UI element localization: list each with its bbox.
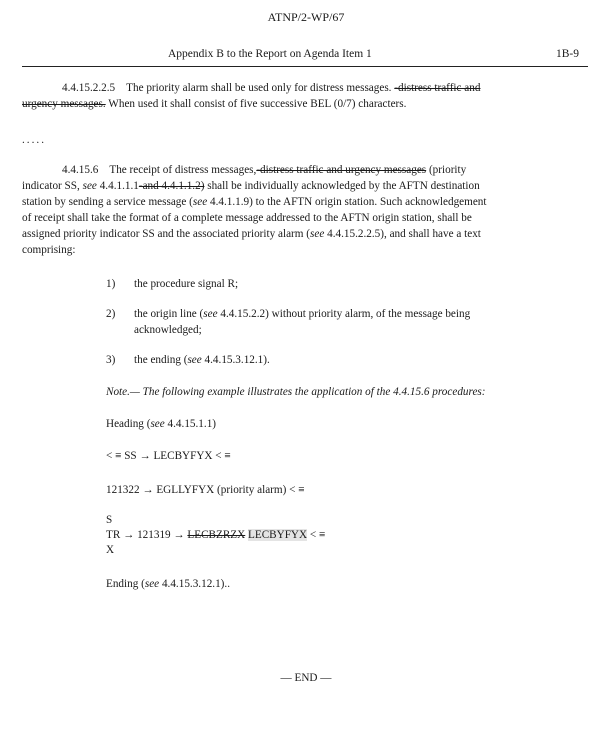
list-item-number: 2) [106,308,116,320]
para2-line5-text-cont: 4.4.15.2.2.5), and shall have a text [327,228,481,240]
example-tr-end: < ≡ [309,529,326,541]
example-heading [106,416,216,432]
para-4-4-15-2-2-5-line1 [62,80,480,96]
para-4-4-15-6-line4: of receipt shall take the format of a complete message addressed to the AFTN origin station, shall be [22,212,472,224]
para2-line2-ref: 4.4.1.1.1 [99,180,139,192]
example-heading-ref: 4.4.15.1.1) [167,418,217,430]
appendix-title: Appendix B to the Report on Agenda Item 1 [168,48,372,60]
para1-number: 4.4.15.2.2.5 [62,82,116,94]
example-ending-text: Ending ( [106,578,145,590]
page-number: 1B-9 [556,48,579,60]
note: Note.— The following example illustrates the application of the 4.4.15.6 procedures: [106,386,486,398]
ellipsis: ..... [22,134,46,146]
para-4-4-15-6-line2 [22,178,480,194]
para2-number: 4.4.15.6 [62,164,99,176]
para2-line5-see: see [310,228,325,240]
para-4-4-15-6-line3 [22,194,487,210]
para2-line2-text: indicator SS, [22,180,80,192]
example-heading-see: see [150,418,165,430]
para2-text: The receipt of distress messages, [109,164,257,176]
para2-line2-deleted: -and 4.4.1.1.2) [138,180,205,192]
list-item-text [134,352,270,368]
example-tr-line [106,527,325,543]
end-marker: — END — [280,672,332,684]
list-item-2-text-cont: 4.4.15.2.2) without priority alarm, of the message being [220,308,471,320]
list-item-text [134,306,470,322]
example-line-1: < ≡ SS → LECBYFYX < ≡ [106,450,231,462]
header-rule [22,66,588,67]
para2-text-cont: (priority [428,164,467,176]
para2-line3-text-cont: 4.4.1.1.9) to the AFTN origin station. Such acknowledgement [209,196,487,208]
para-4-4-15-6-line5 [22,226,481,242]
example-ending [106,576,230,592]
example-x-char: X [106,544,115,556]
example-heading-text: Heading ( [106,418,151,430]
para-4-4-15-2-2-5-line2 [22,96,406,112]
list-item-3-text: the ending ( [134,354,188,366]
example-s-char: S [106,514,113,526]
para1-deleted-text-cont: urgency messages. [22,98,106,110]
para2-line3-see: see [192,196,208,208]
list-item-text-cont: acknowledged; [134,324,202,336]
para2-deleted-text: -distress traffic and urgency messages [256,164,427,176]
list-item-2-text: the origin line ( [134,308,204,320]
example-tr-text: TR → 121319 → [106,529,185,541]
para1-text-cont: When used it shall consist of five successive BEL (0/7) characters. [108,98,407,110]
para1-text: The priority alarm shall be used only for distress messages. [126,82,392,94]
list-item-text: the procedure signal R; [134,278,239,290]
example-ending-see: see [144,578,160,590]
para-4-4-15-6-line6: comprising: [22,244,76,256]
para2-line2-see: see [82,180,97,192]
para2-line5-text: assigned priority indicator SS and the associated priority alarm ( [22,228,311,240]
example-ending-ref: 4.4.15.3.12.1).. [161,578,230,590]
para-4-4-15-6-line1 [62,162,466,178]
example-line-2: 121322 → EGLLYFYX (priority alarm) < ≡ [106,484,305,496]
list-item-2-see: see [203,308,218,320]
list-item-3-text-cont: 4.4.15.3.12.1). [204,354,270,366]
para1-deleted-text: -distress traffic and [394,82,481,94]
list-item-number: 1) [106,278,116,290]
para2-line2-text-cont: shall be individually acknowledged by the AFTN destination [207,180,480,192]
example-tr-inserted: LECBYFYX [248,529,308,541]
list-item-number: 3) [106,354,116,366]
para2-line3-text: station by sending a service message ( [22,196,193,208]
example-tr-deleted: LECBZRZX [187,529,246,541]
document-reference: ATNP/2-WP/67 [267,10,345,24]
list-item-3-see: see [187,354,202,366]
